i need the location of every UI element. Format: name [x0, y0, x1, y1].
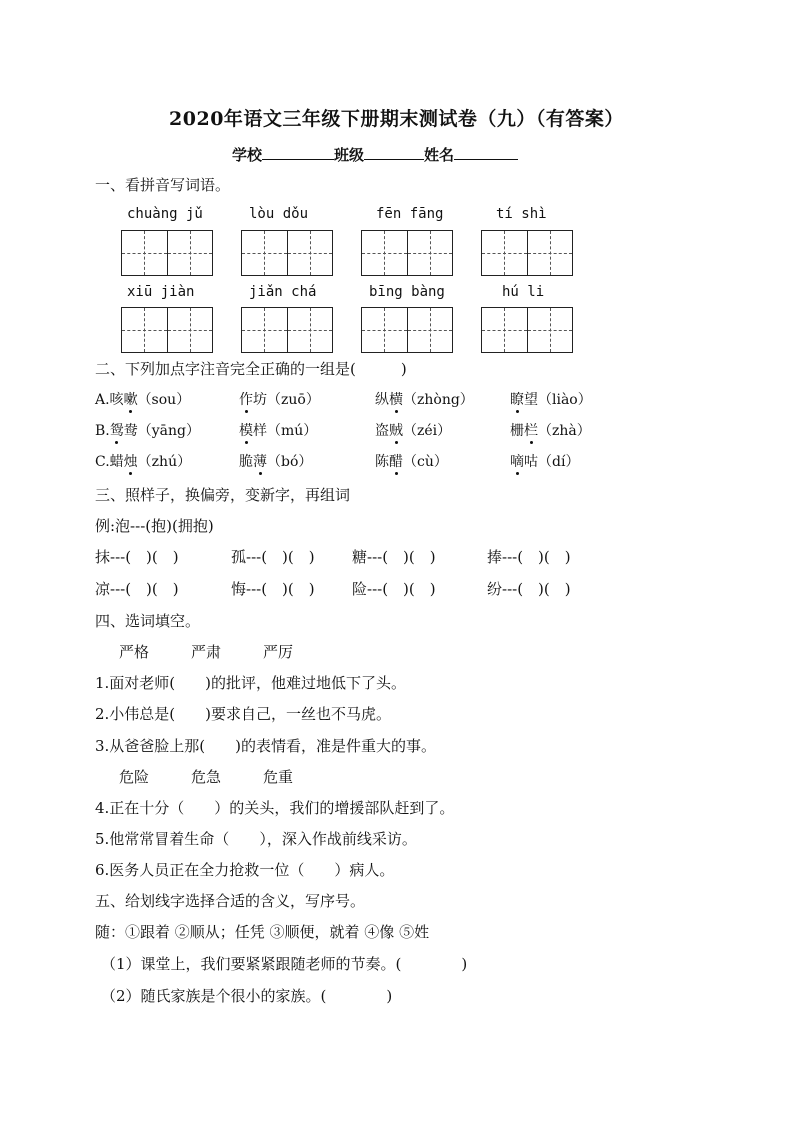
question-line: 2.小伟总是( )要求自己，一丝也不马虎。 [95, 705, 392, 723]
writing-grid[interactable] [481, 230, 573, 276]
option-item: 陈醋（cù） [375, 451, 448, 471]
student-info [232, 144, 518, 165]
option-item: 瞭望（liào） [510, 389, 592, 409]
question-line: 3.从爸爸脸上那( )的表情看，准是件重大的事。 [95, 737, 437, 755]
class-label: 班级 [334, 146, 365, 164]
question-line: 5.他常常冒着生命（ ），深入作战前线采访。 [95, 830, 417, 848]
name-blank[interactable] [454, 145, 518, 160]
option-item: 纵横（zhòng） [375, 389, 474, 409]
section-4-heading: 四、选词填空。 [95, 612, 201, 630]
writing-grid[interactable] [361, 230, 453, 276]
exercise-item: 捧---( )( ) [487, 548, 571, 566]
option-item: A.咳嗽（sou） [95, 389, 190, 409]
meanings-line: 随：①跟着 ②顺从；任凭 ③顺便，就着 ④像 ⑤姓 [95, 923, 430, 941]
exercise-item: 悔---( )( ) [231, 580, 315, 598]
option-item: 盗贼（zéi） [375, 420, 451, 440]
example-line: 例:泡---(抱)(拥抱) [95, 517, 214, 535]
option-item: 作坊（zuō） [239, 389, 320, 409]
name-label: 姓名 [424, 146, 455, 164]
question-line: （1）课堂上，我们要紧紧跟随老师的节奏。( ) [101, 955, 468, 973]
pinyin-label: chuàng jǔ [127, 206, 203, 222]
question-line: 1.面对老师( )的批评，他难过地低下了头。 [95, 674, 407, 692]
writing-grid[interactable] [481, 307, 573, 353]
writing-grid[interactable] [241, 230, 333, 276]
option-item: 嘀咕（dí） [510, 451, 579, 471]
exercise-item: 纷---( )( ) [487, 580, 571, 598]
option-item: B.鸳鸯（yāng） [95, 420, 200, 440]
pinyin-label: xiū jiàn [127, 284, 195, 300]
pinyin-label: tí shì [496, 206, 547, 222]
class-blank[interactable] [364, 145, 424, 160]
exercise-item: 险---( )( ) [352, 580, 436, 598]
question-line: 4.正在十分（ ）的关头，我们的增援部队赶到了。 [95, 799, 455, 817]
word-choice: 严肃 [191, 643, 222, 661]
section-5-heading: 五、给划线字选择合适的含义，写序号。 [95, 892, 366, 910]
pinyin-label: fēn fāng [376, 206, 444, 222]
exercise-item: 孤---( )( ) [231, 548, 315, 566]
option-item: 模样（mú） [239, 420, 317, 440]
option-item: C.蜡烛（zhú） [95, 451, 191, 471]
pinyin-label: bīng bàng [369, 284, 445, 300]
writing-grid[interactable] [121, 230, 213, 276]
word-choice: 危险 [119, 768, 150, 786]
pinyin-label: jiǎn chá [249, 284, 317, 300]
word-choice: 严厉 [263, 643, 294, 661]
section-3-heading: 三、照样子，换偏旁，变新字，再组词 [95, 486, 351, 504]
pinyin-label: lòu dǒu [249, 206, 309, 222]
writing-grid[interactable] [361, 307, 453, 353]
question-line: 6.医务人员正在全力抢救一位（ ）病人。 [95, 861, 395, 879]
exercise-item: 抹---( )( ) [95, 548, 179, 566]
exercise-item: 凉---( )( ) [95, 580, 179, 598]
section-2-heading: 二、下列加点字注音完全正确的一组是( ) [95, 360, 407, 378]
word-choice: 严格 [119, 643, 150, 661]
option-item: 脆薄（bó） [239, 451, 312, 471]
word-choice: 危重 [263, 768, 294, 786]
school-label: 学校 [232, 146, 263, 164]
word-choice: 危急 [191, 768, 222, 786]
exercise-item: 糖---( )( ) [352, 548, 436, 566]
option-item: 栅栏（zhà） [510, 420, 591, 440]
page-title: 2020年语文三年级下册期末测试卷（九）（有答案） [169, 108, 624, 130]
writing-grid[interactable] [121, 307, 213, 353]
section-1-heading: 一、看拼音写词语。 [95, 176, 231, 194]
question-line: （2）随氏家族是个很小的家族。( ) [101, 987, 393, 1005]
writing-grid[interactable] [241, 307, 333, 353]
school-blank[interactable] [262, 145, 334, 160]
pinyin-label: hú li [502, 284, 545, 300]
